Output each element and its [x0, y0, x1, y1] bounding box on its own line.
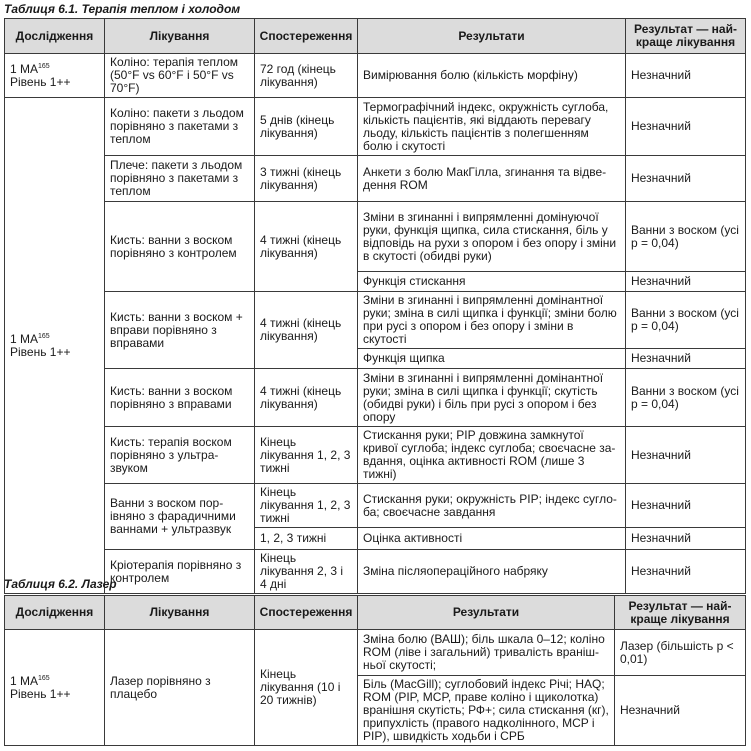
- observation-cell: Кінець лікування (10 і 20 тижнів): [255, 630, 358, 746]
- treatment-cell: Кисть: терапія воском порівняно з ультра-звуком: [105, 427, 255, 484]
- header-best-result: Результат — най-краще лікування: [615, 596, 746, 630]
- results-cell: Стискання руки; окружність PIP; індекс сугло-ба; своєчасне завдання: [358, 484, 626, 528]
- best-result-cell: Незначний: [626, 156, 746, 202]
- header-observation: Спостереження: [255, 19, 358, 54]
- results-cell: Оцінка активності: [358, 528, 626, 550]
- study-reference: 165: [38, 674, 50, 682]
- best-result-cell: Незначний: [626, 484, 746, 528]
- results-cell: Зміна післяопераційного набряку: [358, 550, 626, 594]
- best-result-cell: Незначний: [626, 272, 746, 292]
- best-result-cell: Незначний: [626, 54, 746, 98]
- study-ma: 1 MA: [10, 61, 39, 76]
- results-cell: Зміни в згинанні і випрямленні домінуючої руки, функція щипка, сила стискання, біль у відповідь на рухи з опором і без опору і зміни в скутості (обидві руки): [358, 202, 626, 272]
- treatment-cell: Кисть: ванни з воском порівняно з контролем: [105, 202, 255, 292]
- observation-cell: 4 тижні (кінець лікування): [255, 202, 358, 292]
- results-cell: Стискання руки; PIP довжина замкнутої кривої суглоба; індекс суглоба; своєчасне за-вдання, оцінка активності ROM (лише 3 тижні): [358, 427, 626, 484]
- best-result-cell: Незначний: [615, 676, 746, 746]
- study-reference: 165: [38, 62, 50, 70]
- best-result-cell: Незначний: [626, 528, 746, 550]
- best-result-cell: Ванни з воском (усі p = 0,04): [626, 202, 746, 272]
- observation-cell: 3 тижні (кінець лікування): [255, 156, 358, 202]
- results-cell: Анкети з болю МакГілла, згинання та відве-дення ROM: [358, 156, 626, 202]
- best-result-cell: Ванни з воском (усі p = 0,04): [626, 369, 746, 427]
- results-cell: Зміни в згинанні і випрямленні домінантної руки; зміна в силі щипка і функції; скутість (обидві руки) і біль при русі з опором і без опору: [358, 369, 626, 427]
- observation-cell: Кінець лікування 2, 3 і 4 дні: [255, 550, 358, 594]
- header-treatment: Лікування: [105, 596, 255, 630]
- table-row: [5, 484, 746, 528]
- results-cell: Функція щипка: [358, 349, 626, 369]
- best-result-cell: Незначний: [626, 349, 746, 369]
- observation-cell: Кінець лікування 1, 2, 3 тижні: [255, 484, 358, 528]
- treatment-cell: Коліно: пакети з льодом порівняно з пакетами з теплом: [105, 98, 255, 156]
- observation-cell: 4 тижні (кінець лікування): [255, 292, 358, 369]
- best-result-cell: Ванни з воском (усі p = 0,04): [626, 292, 746, 349]
- treatment-cell: Коліно: терапія теплом (50°F vs 60°F і 50°F vs 70°F): [105, 54, 255, 98]
- study-cell: [5, 54, 105, 98]
- treatment-cell: Плече: пакети з льодом порівняно з пакетами з теплом: [105, 156, 255, 202]
- results-cell: Зміна болю (ВАШ); біль шкала 0–12; коліно ROM (ліве і загальний) тривалість враніш-ньої скутості;: [358, 630, 615, 676]
- header-study: Дослідження: [5, 596, 105, 630]
- observation-cell: 4 тижні (кінець лікування): [255, 369, 358, 427]
- results-cell: Вимірювання болю (кількість морфіну): [358, 54, 626, 98]
- results-cell: Зміни в згинанні і випрямленні домінантної руки; зміна в силі щипка і функції; зміни болю при русі з опором і без опору і зміни в скутості: [358, 292, 626, 349]
- header-results: Результати: [358, 596, 615, 630]
- table-row: [5, 630, 746, 676]
- header-observation: Спостереження: [255, 596, 358, 630]
- treatment-cell: Лазер порівняно з плацебо: [105, 630, 255, 746]
- header-study: Дослідження: [5, 19, 105, 54]
- best-result-cell: Незначний: [626, 550, 746, 594]
- table-row: [5, 202, 746, 272]
- study-cell: [5, 630, 105, 746]
- treatment-cell: Кисть: ванни з воском порівняно з вправами: [105, 369, 255, 427]
- table-6-2-caption: Таблиця 6.2. Лазер: [4, 577, 117, 591]
- best-result-cell: Лазер (більшість p < 0,01): [615, 630, 746, 676]
- results-cell: Функція стискання: [358, 272, 626, 292]
- table-row: [5, 292, 746, 349]
- observation-cell: 5 днів (кінець лікування): [255, 98, 358, 156]
- observation-cell: 1, 2, 3 тижні: [255, 528, 358, 550]
- study-ma: 1 MA: [10, 673, 39, 688]
- table-header-row: [5, 596, 746, 630]
- study-cell: [5, 98, 105, 594]
- table-row: [5, 427, 746, 484]
- table-6-2: [4, 595, 746, 746]
- study-level: Рівень 1++: [10, 686, 71, 701]
- header-treatment: Лікування: [105, 19, 255, 54]
- study-ma: 1 MA: [10, 331, 39, 346]
- table-row: [5, 369, 746, 427]
- results-cell: Термографічний індекс, окружність суглоба, кількість пацієнтів, які віддають перевагу льоду, кількість пацієнтів з полегшенням болю і скутості: [358, 98, 626, 156]
- observation-cell: 72 год (кінець лікування): [255, 54, 358, 98]
- treatment-cell: Ванни з воском пор-івняно з фарадичними ваннами + ультразвук: [105, 484, 255, 550]
- table-row: [5, 98, 746, 156]
- table-row: [5, 54, 746, 98]
- treatment-cell: Кисть: ванни з воском + вправи порівняно з вправами: [105, 292, 255, 369]
- best-result-cell: Незначний: [626, 427, 746, 484]
- header-results: Результати: [358, 19, 626, 54]
- observation-cell: Кінець лікування 1, 2, 3 тижні: [255, 427, 358, 484]
- table-6-1-caption: Таблиця 6.1. Терапія теплом і холодом: [4, 2, 241, 16]
- best-result-cell: Незначний: [626, 98, 746, 156]
- study-level: Рівень 1++: [10, 74, 71, 89]
- results-cell: Біль (MacGill); суглобовий індекс Річі; HAQ; ROM (PIP, MCP, праве коліно і щиколотка) вранішня скутість; РФ+; сила стискання (кг), припухлість (правого надколінного, MCP і PIP), швидкість ходьби і СРБ: [358, 676, 615, 746]
- table-6-1: [4, 18, 746, 594]
- study-level: Рівень 1++: [10, 344, 71, 359]
- table-header-row: [5, 19, 746, 54]
- treatment-cell: Кріотерапія порівняно з контролем: [105, 550, 255, 594]
- table-row: [5, 156, 746, 202]
- header-best-result: Результат — най-краще лікування: [626, 19, 746, 54]
- study-reference: 165: [38, 332, 50, 340]
